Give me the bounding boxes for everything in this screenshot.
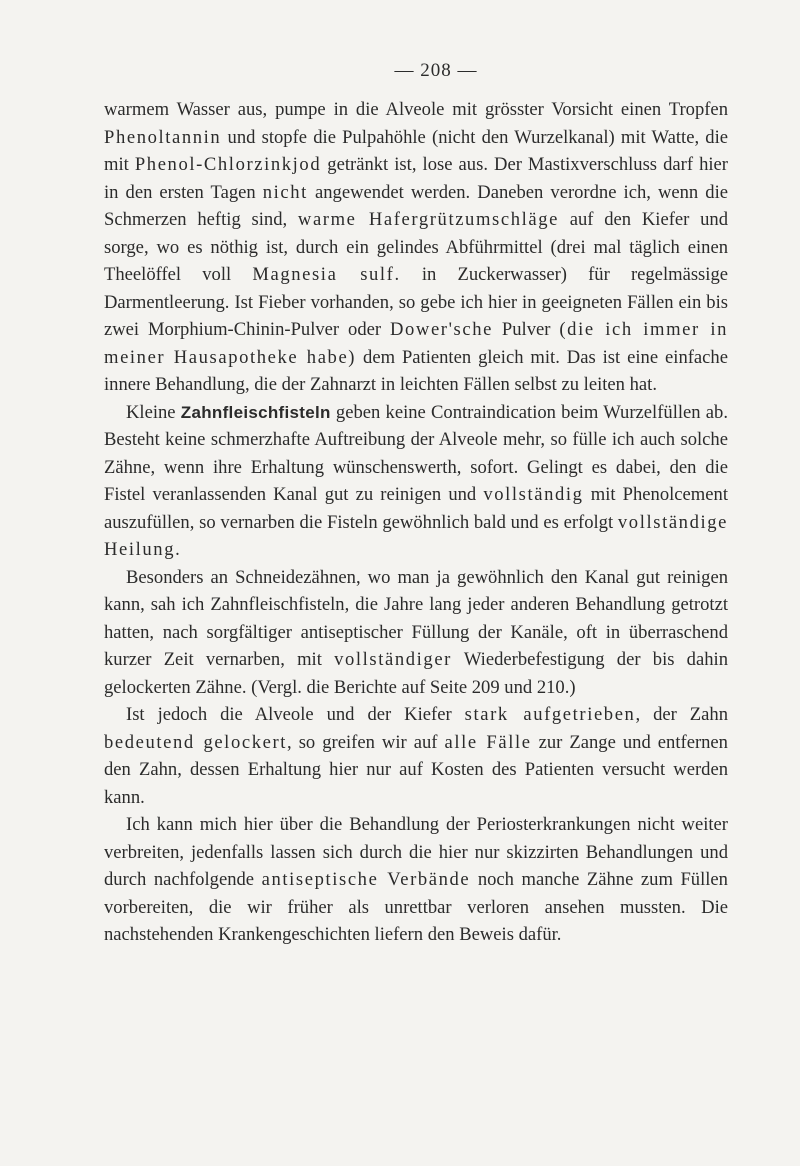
emphasized-text: Phenoltannin bbox=[104, 126, 222, 148]
emphasized-text: warme Hafergrützumschläge bbox=[297, 209, 559, 230]
text-run: , so greifen wir auf bbox=[287, 731, 445, 753]
text-run: dem Patienten gleich mit. Das ist eine einfache innere Behandlung, die der Zahnarzt in leichten Fällen selbst zu leiten hat. bbox=[104, 346, 728, 395]
emphasized-text: Magnesia sulf. bbox=[252, 264, 401, 285]
text-run: zur Zange und entfernen den Zahn, dessen Erhaltung hier nur auf Kosten des Patienten versucht werden kann. bbox=[104, 731, 728, 808]
paragraph bbox=[104, 96, 728, 399]
text-run: getränkt ist, lose aus. Der Mastixverschluss darf hier in den ersten Tagen bbox=[104, 154, 728, 203]
text-run: Wiederbefestigung der bis dahin gelockerten Zähne. (Vergl. die Berichte auf Seite 209 und 210.) bbox=[104, 649, 728, 698]
text-run: noch manche Zähne zum Füllen vorbereiten, die wir früher als unrettbar verloren ansehen mussten. Die nachstehenden Krankengeschichten liefern den Beweis dafür. bbox=[104, 869, 728, 945]
emphasized-text: stark aufgetrieben bbox=[464, 704, 636, 725]
text-run: mit Phenolcement auszufüllen, so vernarben die Fisteln gewöhnlich bald und es erfolgt bbox=[104, 484, 728, 533]
emphasized-text: bedeutend gelockert bbox=[104, 731, 288, 753]
emphasized-text: vollständiger bbox=[334, 649, 452, 670]
emphasized-text: nicht bbox=[262, 181, 308, 203]
body-text bbox=[104, 96, 728, 949]
emphasized-text: vollständig bbox=[483, 484, 584, 505]
emphasized-text: vollständige Heilung. bbox=[104, 511, 728, 560]
paragraph bbox=[104, 564, 728, 702]
emphasized-text: Phenol-Chlorzinkjod bbox=[134, 154, 322, 175]
text-run: Ist jedoch die Alveole und der Kiefer bbox=[126, 704, 465, 725]
text-run: warmem Wasser aus, pumpe in die Alveole mit grösster Vorsicht einen Tropfen bbox=[104, 99, 728, 120]
emphasized-text: Dower'sche bbox=[390, 319, 493, 340]
emphasized-text: (die ich immer in meiner Hausapotheke habe) bbox=[104, 319, 728, 368]
paragraph bbox=[104, 399, 728, 564]
text-run: Pulver bbox=[493, 319, 560, 340]
page-number: — 208 — bbox=[394, 60, 478, 81]
emphasized-text: Zahnfleischfisteln bbox=[180, 402, 331, 422]
text-run: Besonders an Schneidezähnen, wo man ja gewöhnlich den Kanal gut reinigen kann, sah ich Zahnfleischfisteln, die Jahre lang jeder anderen Behandlung getrotzt hatten, nach sorgfältiger antiseptischer Füllung der Kanäle, oft in überraschend kurzer Zeit vernarben, mit bbox=[104, 566, 728, 670]
text-run: und stopfe die Pulpahöhle (nicht den Wurzelkanal) mit Watte, die mit bbox=[104, 126, 728, 175]
paragraph bbox=[104, 811, 728, 949]
text-run: geben keine Contraindication beim Wurzelfüllen ab. Besteht keine schmerzhafte Auftreibung der Alveole mehr, so fülle ich auch solche Zähne, wenn ihre Erhaltung wünschenswerth, sofort. Gelingt es dabei, den die Fistel veranlassenden Kanal gut zu reinigen und bbox=[104, 401, 728, 505]
emphasized-text: alle Fälle bbox=[444, 731, 532, 753]
text-run: Ich kann mich hier über die Behandlung der Periosterkrankungen nicht weiter verbreiten, jedenfalls lassen sich durch die hier nur skizzirten Behandlungen und durch nachfolgende bbox=[104, 814, 728, 890]
emphasized-text: antiseptische Verbände bbox=[261, 869, 471, 890]
text-run: angewendet werden. Daneben verordne ich, wenn die Schmerzen heftig sind, bbox=[104, 181, 728, 230]
text-run: in Zuckerwasser) für regelmässige Darmentleerung. Ist Fieber vorhanden, so gebe ich hier in geeigneten Fällen ein bis zwei Morphium-Chinin-Pulver oder bbox=[104, 264, 729, 340]
text-run: auf den Kiefer und sorge, wo es nöthig ist, durch ein gelindes Abführmittel (drei mal täglich einen Theelöffel voll bbox=[104, 209, 729, 285]
paragraph bbox=[104, 701, 728, 811]
text-run: Kleine bbox=[126, 401, 181, 423]
text-run: , der Zahn bbox=[635, 704, 728, 725]
